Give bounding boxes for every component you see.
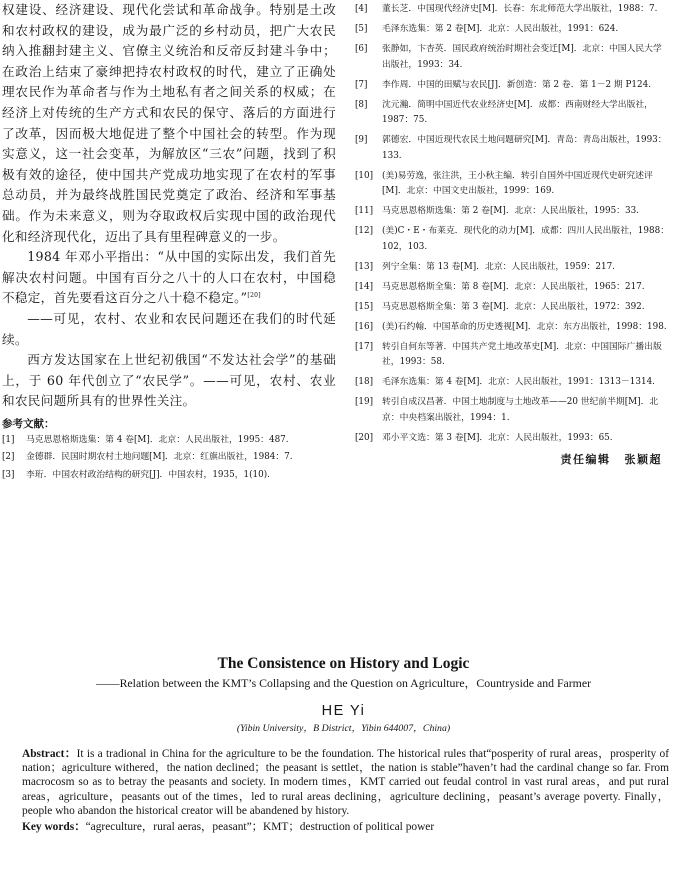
reference-number: [2]: [2, 452, 15, 463]
body-paragraph-4: 西方发达国家在上世纪初俄国“不发达社会学”的基础上，于 60 年代创立了“农民学”。——可见，农村、农业和农民问题所具有的世界性关注。: [2, 352, 336, 409]
editor-label: 责任编辑: [560, 452, 611, 466]
reference-item: [354, 375, 670, 391]
reference-text: 转引自何东等著．中国共产党土地改革史[M]．北京：中国国际广播出版社，1993：58.: [382, 341, 662, 368]
reference-number: [13]: [355, 261, 374, 272]
reference-text: (美)C・E・布莱克．现代化的动力[M]．成都：四川人民出版社，1988：102，103.: [382, 226, 669, 252]
reference-item: [354, 78, 670, 94]
keywords-paragraph: [22, 820, 669, 834]
reference-item: [2, 450, 336, 466]
reference-text: 董长芝．中国现代经济史[M]．长春：东北师范大学出版社，1988：7.: [382, 4, 658, 14]
reference-number: [11]: [355, 206, 374, 217]
reference-number: [6]: [355, 43, 368, 54]
reference-item: [354, 260, 670, 276]
body-paragraph-3: ——可见，农村、农业和农民问题还在我们的时代延续。: [2, 310, 336, 347]
reference-item: [354, 395, 670, 426]
reference-text: 马克思恩格斯全集：第 3 卷[M]．北京：人民出版社，1972：392.: [382, 301, 645, 312]
body-paragraph-2: [2, 247, 336, 309]
abstract-paragraph: [22, 747, 669, 818]
reference-item: [354, 431, 670, 447]
reference-item: [354, 204, 670, 220]
reference-item: [354, 224, 670, 255]
reference-number: [7]: [355, 79, 368, 90]
reference-item: [354, 133, 670, 164]
reference-number: [1]: [2, 434, 15, 445]
reference-item: [354, 320, 670, 336]
right-column: [354, 2, 670, 467]
reference-text: (美)易劳逸，张注洪，王小秋主编．转引自国外中国近现代史研究述评[M]．北京：中国文史出版社，1999：169.: [382, 170, 653, 197]
english-subtitle: ——Relation between the KMT’s Collapsing and the Question on Agriculture，Countryside and Farmer: [95, 676, 592, 690]
reference-text: 李作周．中国的田赋与农民[J]．新创造：第 2 卷．第 1－2 期 P124.: [382, 79, 651, 90]
editor-name: 张颖超: [624, 452, 662, 466]
reference-number: [19]: [355, 397, 374, 408]
reference-text: 马克思恩格斯全集：第 8 卷[M]．北京：人民出版社，1965：217.: [382, 281, 645, 292]
author-name: HE Yi: [321, 703, 366, 719]
reference-item: [2, 468, 336, 484]
reference-number: [8]: [355, 99, 368, 110]
reference-text: 马克思恩格斯选集：第 4 卷[M]．北京：人民出版社，1995：487.: [26, 434, 289, 445]
author-affiliation: (Yibin University，B District，Yibin 644007，China): [236, 723, 451, 734]
reference-text: 李珩．中国农村政治结构的研究[J]．中国农村，1935，1(10).: [26, 469, 270, 480]
reference-number: [12]: [355, 226, 374, 237]
reference-item: [354, 280, 670, 296]
reference-item: [354, 300, 670, 316]
body-paragraph-1: 权建设、经济建设、现代化尝试和革命战争。特别是土改和农村政权的建设，成为最广泛的乡村动员，把广大农民纳入推翻封建主义、官僚主义统治和反帝反封建斗争中；在政治上结束了豪绅把持农村政权的时代，建立了正确处理农民作为革命者与作为土地私有者之间关系的权威；在经济上对传统的生产方式和农民的保守、落后的方面进行了改革，因而极大地促进了整个中国社会的转型。作为现实意义，这一社会变革，为解放区“三农”问题，找到了积极有效的途径，使中国共产党成功地实现了在农村的军事总动员，并为最终战胜国民党奠定了政治、经济和军事基础。作为未来意义，则为夺取政权后实现中国的政治现代化和经济现代化，迈出了具有里程碑意义的一步。: [2, 2, 336, 244]
reference-number: [9]: [355, 135, 368, 146]
reference-item: [354, 2, 670, 18]
reference-text: 毛泽东选集：第 4 卷[M]．北京：人民出版社，1991：1313－1314.: [382, 377, 655, 388]
reference-item: [354, 340, 670, 371]
references-list-right: [354, 2, 670, 447]
left-column: [2, 0, 336, 484]
reference-text: 沈元瀚．简明中国近代农业经济史[M]．成都：西南财经大学出版社，1987：75.: [382, 99, 653, 126]
reference-item: [354, 169, 670, 200]
reference-item: [354, 98, 670, 129]
reference-text: 马克思恩格斯选集：第 2 卷[M]．北京：人民出版社，1995：33.: [382, 206, 639, 217]
deng-quote: 1984 年邓小平指出：“从中国的实际出发，我们首先解决农村问题。中国有百分之八十的人口在农村，中国稳不稳定，首先要看这百分之八十稳不稳定。”: [2, 249, 336, 306]
reference-number: [14]: [355, 281, 374, 292]
references-list-left: [2, 433, 336, 484]
reference-text: (美)石约翰．中国革命的历史透视[M]．北京：东方出版社，1998：198.: [382, 321, 667, 332]
reference-number: [5]: [355, 23, 368, 34]
reference-item: [354, 22, 670, 38]
english-abstract-section: [0, 654, 687, 834]
references-heading: 参考文献：: [2, 417, 55, 430]
reference-text: 张静如，卞杏英．国民政府统治时期社会变迁[M]．北京：中国人民大学出版社，1993：34.: [382, 43, 662, 70]
responsible-editor: [354, 451, 670, 467]
reference-item: [2, 433, 336, 449]
reference-number: [4]: [355, 4, 368, 14]
reference-text: 金德群．民国时期农村土地问题[M]．北京：红旗出版社，1984：7.: [26, 452, 293, 463]
reference-item: [354, 42, 670, 73]
reference-number: [3]: [2, 469, 15, 480]
keywords-text: “agreculture，rural aeras，peasant”；KMT；destruction of political power: [85, 821, 435, 834]
reference-text: 郭德宏．中国近现代农民土地问题研究[M]．青岛：青岛出版社，1993：133.: [382, 135, 667, 161]
citation-20: [20]: [247, 292, 261, 300]
reference-number: [10]: [355, 170, 374, 181]
reference-text: 毛泽东选集：第 2 卷[M]．北京：人民出版社，1991：624.: [382, 23, 619, 34]
keywords-label: Key words：: [22, 821, 86, 834]
reference-number: [16]: [355, 321, 374, 332]
reference-number: [17]: [355, 341, 374, 352]
reference-number: [18]: [355, 377, 374, 388]
abstract-text: It is a tradional in China for the agriculture to be the foundation. The historical rules that“posperity of rural areas，prosperity of nation；agriculture withered，the nation declined；the peasant is settlet，the nation is stable”haven’t had the cardinal change so far. From macrocosm so as to betray the peasants and society. In modern times，KMT carried out feudal control in vast rural areas，and put rural areas，agriculture，peasants out of the times，led to rural areas declining，agriculture declining，peasant’s average poverty. Finally，people who abandon the historical creator will be abandened by history.: [22, 748, 669, 817]
reference-number: [15]: [355, 301, 374, 312]
abstract-label: Abstract：: [22, 748, 77, 760]
reference-text: 列宁全集：第 13 卷[M]．北京：人民出版社，1959：217.: [382, 261, 615, 272]
reference-text: 邓小平文选：第 3 卷[M]．北京：人民出版社，1993：65.: [382, 432, 613, 443]
english-title: The Consistence on History and Logic: [217, 655, 470, 672]
reference-text: 转引自成汉昌著．中国土地制度与土地改革——20 世纪前半期[M]．北京：中央档案出版社，1994：1.: [382, 397, 659, 423]
reference-number: [20]: [355, 432, 374, 443]
